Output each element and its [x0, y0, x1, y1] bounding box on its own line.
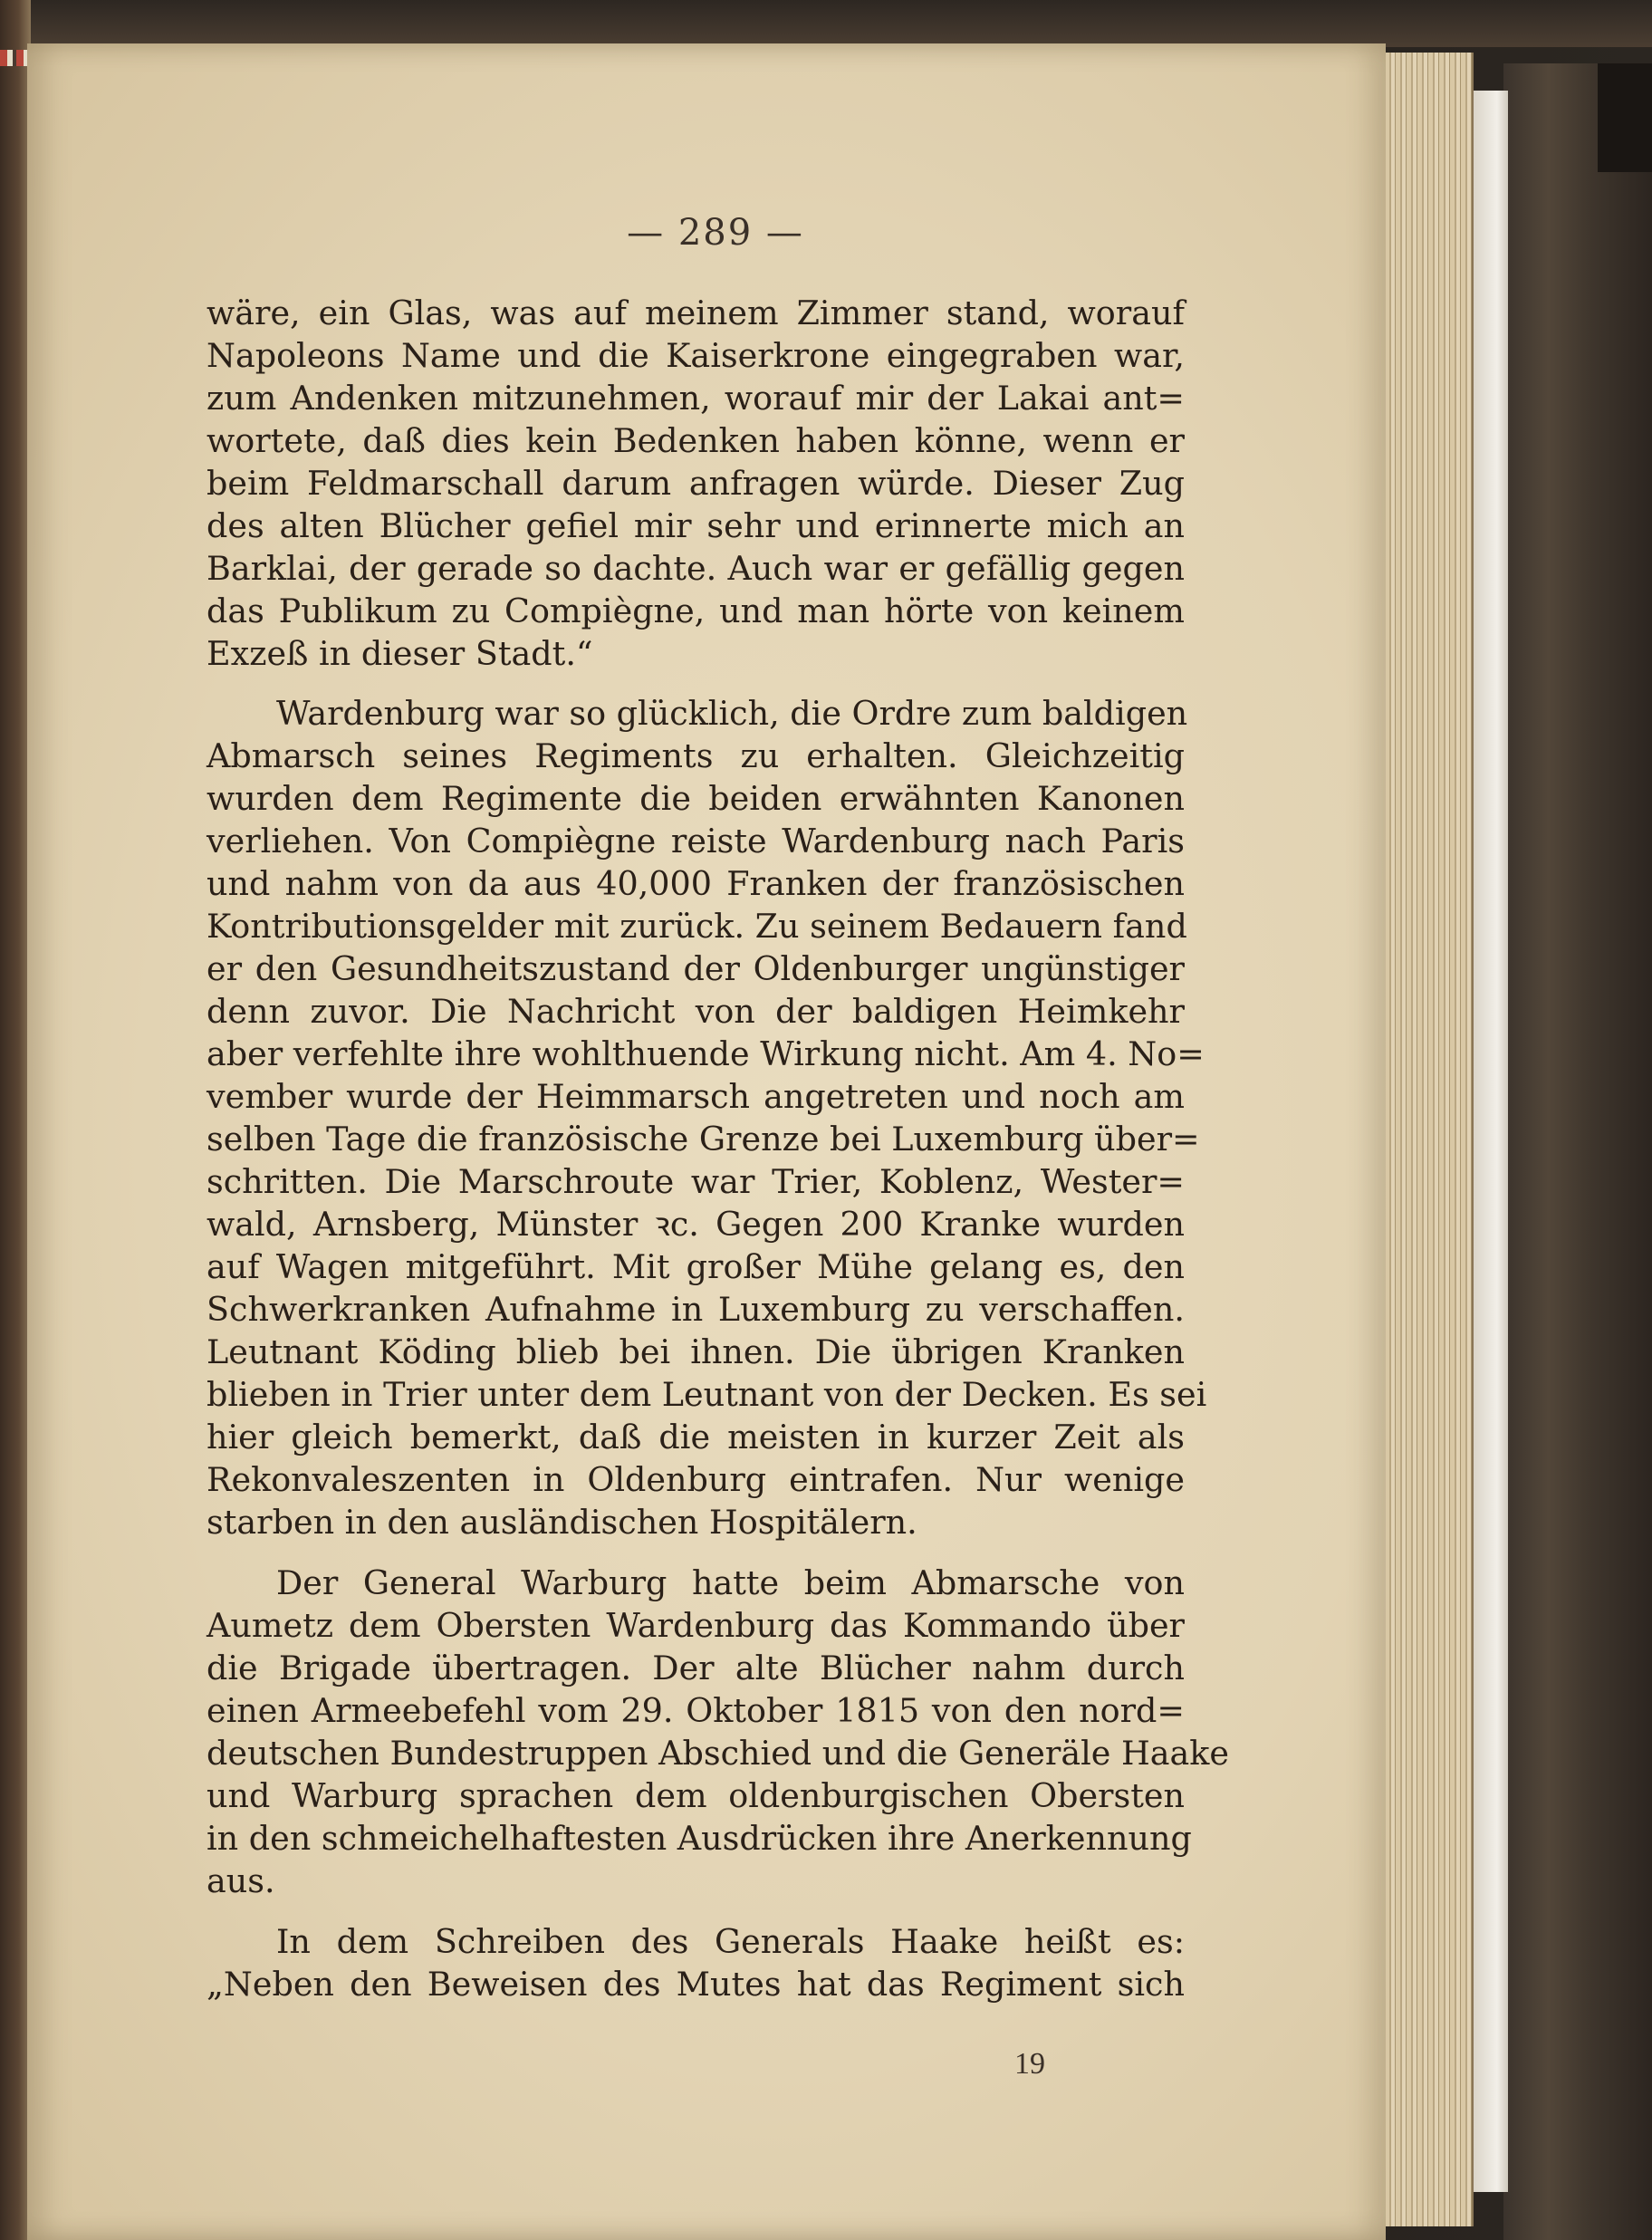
text-line: in den schmeichelhaftesten Ausdrücken ihre Anerkennung	[206, 1819, 1192, 1858]
left-binding	[0, 0, 31, 2240]
text-line: Exzeß in dieser Stadt.“	[206, 634, 593, 673]
text-line: die Brigade übertragen. Der alte Blücher nahm durch	[206, 1649, 1185, 1687]
flyleaf	[1472, 91, 1508, 2192]
text-line: das Publikum zu Compiègne, und man hörte von keinem	[206, 591, 1185, 630]
book-cover	[1503, 63, 1652, 2240]
text-line: beim Feldmarschall darum anfragen würde. Dieser Zug	[206, 464, 1185, 503]
text-line: Rekonvaleszenten in Oldenburg eintrafen. Nur wenige	[206, 1460, 1185, 1499]
text-line: Kontributionsgelder mit zurück. Zu seinem Bedauern fand	[206, 907, 1187, 946]
cover-corner	[1598, 63, 1652, 172]
text-line: wäre, ein Glas, was auf meinem Zimmer stand, worauf	[206, 293, 1185, 332]
text-line: denn zuvor. Die Nachricht von der baldigen Heimkehr	[206, 992, 1185, 1031]
text-line: er den Gesundheitszustand der Oldenburger ungünstiger	[206, 949, 1185, 988]
text-line: Der General Warburg hatte beim Abmarsche von	[276, 1563, 1185, 1602]
text-line: In dem Schreiben des Generals Haake heißt es:	[276, 1922, 1185, 1961]
text-line: deutschen Bundestruppen Abschied und die Generäle Haake	[206, 1734, 1230, 1773]
book-page	[27, 43, 1386, 2240]
text-line: des alten Blücher gefiel mir sehr und erinnerte mich an	[206, 506, 1185, 545]
text-line: blieben in Trier unter dem Leutnant von der Decken. Es sei	[206, 1375, 1207, 1414]
text-line: und Warburg sprachen dem oldenburgischen Obersten	[206, 1776, 1185, 1815]
text-line: starben in den ausländischen Hospitälern.	[206, 1503, 917, 1542]
text-line: „Neben den Beweisen des Mutes hat das Regiment sich	[206, 1965, 1185, 2004]
page-text	[27, 43, 1386, 2240]
text-line: Abmarsch seines Regiments zu erhalten. Gleichzeitig	[206, 736, 1185, 775]
text-line: wortete, daß dies kein Bedenken haben könne, wenn er	[206, 421, 1185, 460]
text-line: Aumetz dem Obersten Wardenburg das Kommando über	[206, 1606, 1185, 1645]
page-number: — 289 —	[627, 212, 804, 254]
signature-mark: 19	[1014, 2047, 1045, 2081]
text-line: einen Armeebefehl vom 29. Oktober 1815 von den nord=	[206, 1691, 1185, 1730]
background-top	[27, 0, 1652, 47]
text-line: Leutnant Köding blieb bei ihnen. Die übrigen Kranken	[206, 1332, 1185, 1371]
text-line: Wardenburg war so glücklich, die Ordre zum baldigen	[276, 694, 1188, 733]
text-line: aus.	[206, 1861, 275, 1900]
text-line: wald, Arnsberg, Münster ꝛc. Gegen 200 Kranke wurden	[206, 1205, 1185, 1244]
text-line: zum Andenken mitzunehmen, worauf mir der Lakai ant=	[206, 379, 1185, 418]
text-line: wurden dem Regimente die beiden erwähnten Kanonen	[206, 779, 1185, 818]
text-line: verliehen. Von Compiègne reiste Wardenburg nach Paris	[206, 822, 1185, 860]
text-line: hier gleich bemerkt, daß die meisten in kurzer Zeit als	[206, 1418, 1185, 1456]
text-line: Napoleons Name und die Kaiserkrone eingegraben war,	[206, 336, 1185, 375]
text-line: selben Tage die französische Grenze bei Luxemburg über=	[206, 1120, 1200, 1158]
text-line: aber verfehlte ihre wohlthuende Wirkung nicht. Am 4. No=	[206, 1034, 1205, 1073]
text-line: Barklai, der gerade so dachte. Auch war er gefällig gegen	[206, 549, 1185, 588]
text-line: Schwerkranken Aufnahme in Luxemburg zu verschaffen.	[206, 1290, 1185, 1329]
text-line: schritten. Die Marschroute war Trier, Koblenz, Wester=	[206, 1162, 1185, 1201]
text-line: vember wurde der Heimmarsch angetreten und noch am	[206, 1077, 1185, 1116]
text-line: auf Wagen mitgeführt. Mit großer Mühe gelang es, den	[206, 1247, 1185, 1286]
text-line: und nahm von da aus 40,000 Franken der französischen	[206, 864, 1185, 903]
